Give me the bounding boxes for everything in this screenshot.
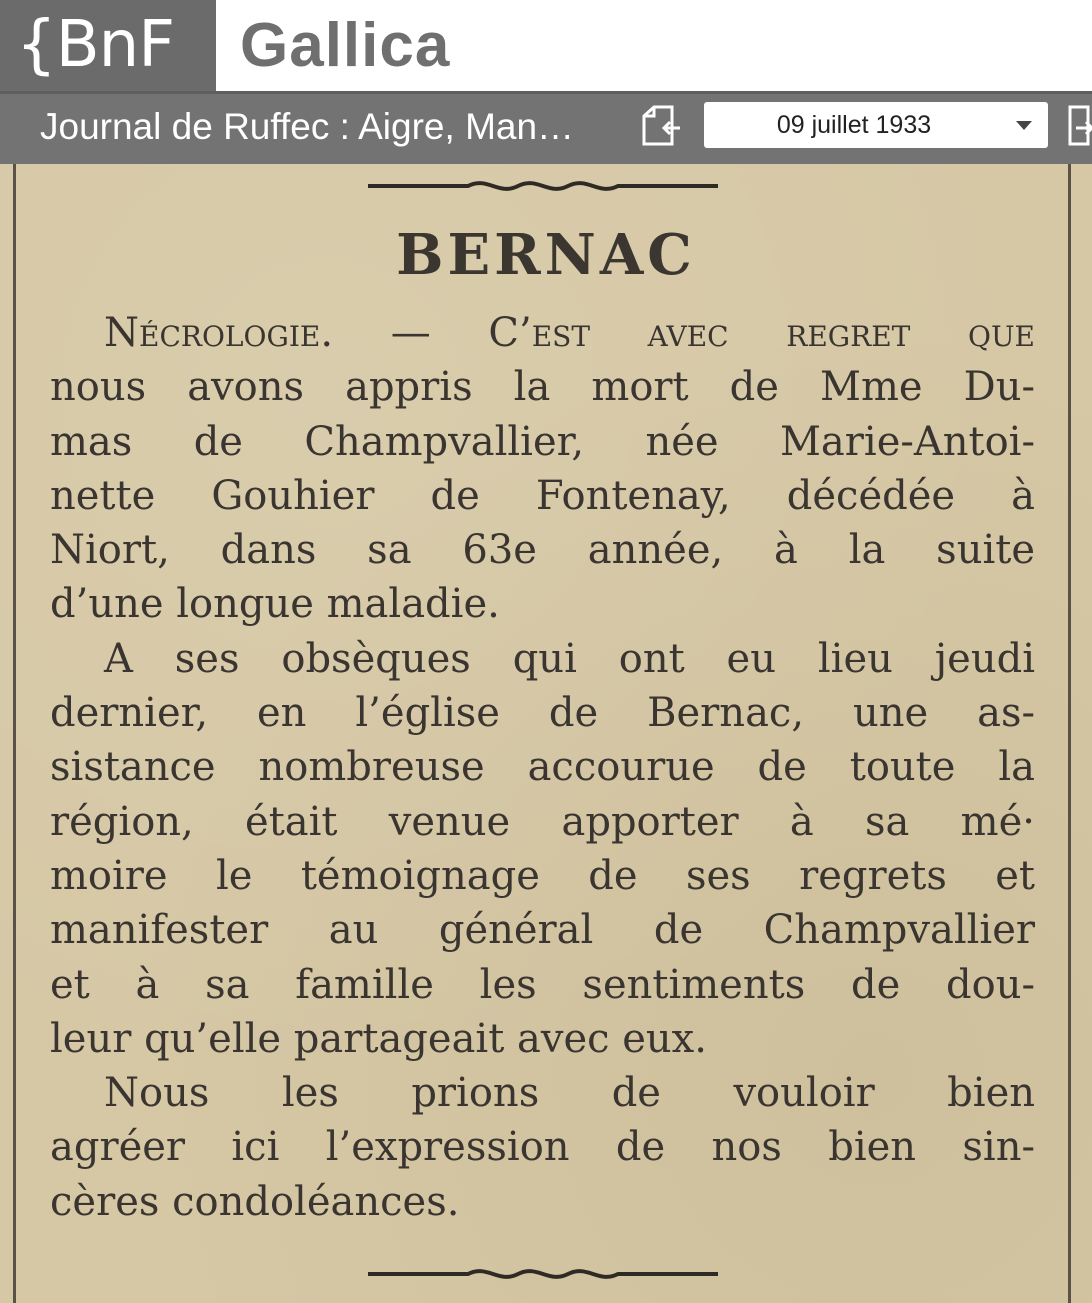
document-title: Journal de Ruffec : Aigre, Man… (40, 106, 575, 147)
date-select[interactable] (704, 102, 1048, 148)
article-line: leur qu’elle partageait avec eux. (50, 1015, 707, 1062)
article-line: manifester au général de Champvallier (50, 907, 1035, 954)
article-line: nous avons appris la mort de Mme Du- (50, 364, 1035, 411)
article-line: Niort, dans sa 63e année, à la suite (50, 527, 1035, 574)
article-line: région, était venue apporter à sa mé· (50, 798, 1035, 845)
article-line: et à sa famille les sentiments de dou- (50, 961, 1035, 1008)
chevron-down-icon (1016, 121, 1032, 130)
article-body (50, 306, 1035, 1229)
article-line: cères condoléances. (50, 1178, 460, 1225)
article-line: moire le témoignage de ses regrets et (50, 852, 1035, 899)
article-line: agréer ici l’expression de nos bien sin- (50, 1124, 1035, 1171)
document-toolbar (0, 91, 1092, 164)
page-back-icon[interactable] (640, 104, 684, 148)
column-rule-right (1068, 164, 1071, 1303)
article-line: d’une longue maladie. (50, 581, 500, 628)
article-line: Nécrologie. — C’est avec regret que (104, 310, 1035, 356)
article-line: mas de Champvallier, née Marie-Antoi- (50, 418, 1035, 465)
article-line: A ses obsèques qui ont eu lieu jeudi (104, 635, 1035, 682)
bnf-logo[interactable]: {BnF (0, 0, 216, 91)
article-heading: BERNAC (396, 222, 696, 288)
column-rule-left (13, 164, 16, 1303)
gallica-logo[interactable]: Gallica (240, 11, 451, 80)
ornament-divider-bottom (368, 1262, 718, 1286)
page-forward-icon[interactable] (1066, 104, 1092, 148)
article-line: Nous les prions de vouloir bien (104, 1070, 1035, 1117)
newspaper-page-viewer[interactable] (0, 164, 1092, 1303)
date-select-value: 09 juillet 1933 (776, 111, 932, 139)
ornament-divider-top (368, 172, 718, 196)
article-line: nette Gouhier de Fontenay, décédée à (50, 472, 1035, 519)
article-line: dernier, en l’église de Bernac, une as- (50, 690, 1035, 737)
header-brand-bar (0, 0, 1092, 91)
article-line: sistance nombreuse accourue de toute la (50, 744, 1035, 791)
